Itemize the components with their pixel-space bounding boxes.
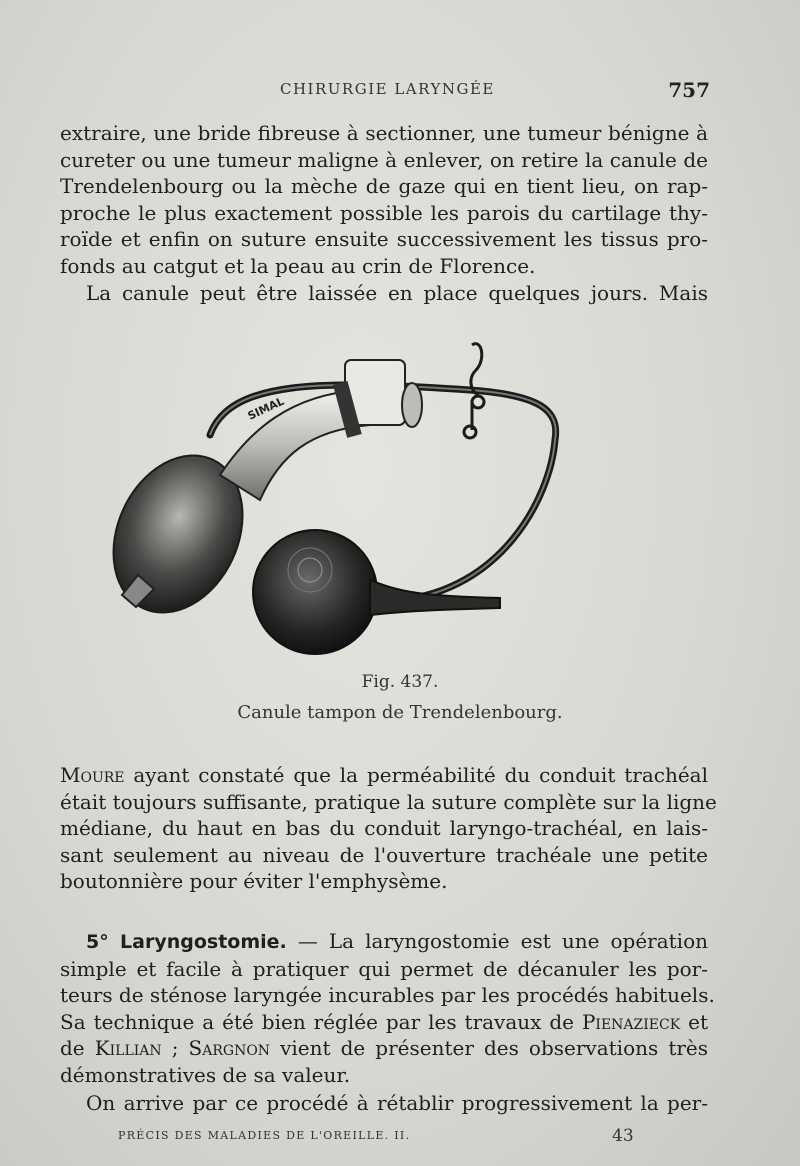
text-run: — La laryngostomie est une opération <box>286 929 709 953</box>
paragraph-2 <box>60 762 717 895</box>
text-line: Trendelenbourg ou la mèche de gaze qui en tient lieu, on rap- <box>60 174 708 199</box>
paragraph-4 <box>60 1090 708 1117</box>
cannula-illustration <box>100 330 720 660</box>
section-heading: 5° Laryngostomie. <box>86 931 287 953</box>
text-line: teurs de sténose laryngée incurables par les procédés habituels. <box>60 983 715 1008</box>
text-line: roïde et enfin on suture ensuite successivement les tissus pro- <box>60 227 708 252</box>
text-line: boutonnière pour éviter l'emphysème. <box>60 869 448 894</box>
text-line <box>60 1009 708 1036</box>
text-line: extraire, une bride fibreuse à sectionner, une tumeur bénigne à <box>60 121 708 145</box>
text-run: Sa technique a été bien réglée par les travaux de <box>60 1009 582 1034</box>
running-header <box>60 74 710 104</box>
text-run: vient de présenter des observations très <box>270 1036 709 1061</box>
text-line: démonstratives de sa valeur. <box>60 1062 351 1087</box>
text-line <box>60 1035 708 1062</box>
text-run: et <box>680 1009 709 1034</box>
text-line: proche le plus exactement possible les parois du cartilage thy- <box>60 200 708 225</box>
text-run: de <box>60 1036 95 1061</box>
signature-number: 43 <box>612 1126 634 1146</box>
text-run: ; <box>161 1036 189 1061</box>
text-line: médiane, du haut en bas du conduit laryngo-trachéal, en lais- <box>60 816 708 841</box>
text-run: ayant constaté que la perméabilité du conduit trachéal <box>124 763 708 787</box>
author-name: Sargnon <box>188 1036 271 1061</box>
author-name: Killian <box>94 1036 162 1061</box>
author-name: Pienazieck <box>581 1009 681 1034</box>
text-line <box>60 928 708 956</box>
text-line: simple et facile à pratiquer qui permet de décanuler les por- <box>60 956 708 981</box>
paragraph-3 <box>60 928 715 1089</box>
text-line <box>60 762 708 789</box>
maker-mark: SIMAL <box>245 394 287 423</box>
text-line: cureter ou une tumeur maligne à enlever, on retire la canule de <box>60 147 708 172</box>
figure-caption: Canule tampon de Trendelenbourg. <box>237 702 563 723</box>
paragraph-1 <box>60 120 708 306</box>
text-line: sant seulement au niveau de l'ouverture trachéale une petite <box>60 842 708 867</box>
book-title-footer: PRÉCIS DES MALADIES DE L'OREILLE. II. <box>118 1129 411 1142</box>
running-title: CHIRURGIE LARYNGÉE <box>280 80 495 98</box>
author-name: Moure <box>60 763 125 787</box>
text-line: était toujours suffisante, pratique la suture complète sur la ligne <box>60 789 717 814</box>
figure-number: Fig. 437. <box>361 672 439 692</box>
text-line: fonds au catgut et la peau au crin de Florence. <box>60 253 536 278</box>
text-line: La canule peut être laissée en place quelques jours. Mais <box>86 280 708 305</box>
text-line: On arrive par ce procédé à rétablir progressivement la per- <box>86 1091 708 1115</box>
page-number: 757 <box>668 78 710 102</box>
